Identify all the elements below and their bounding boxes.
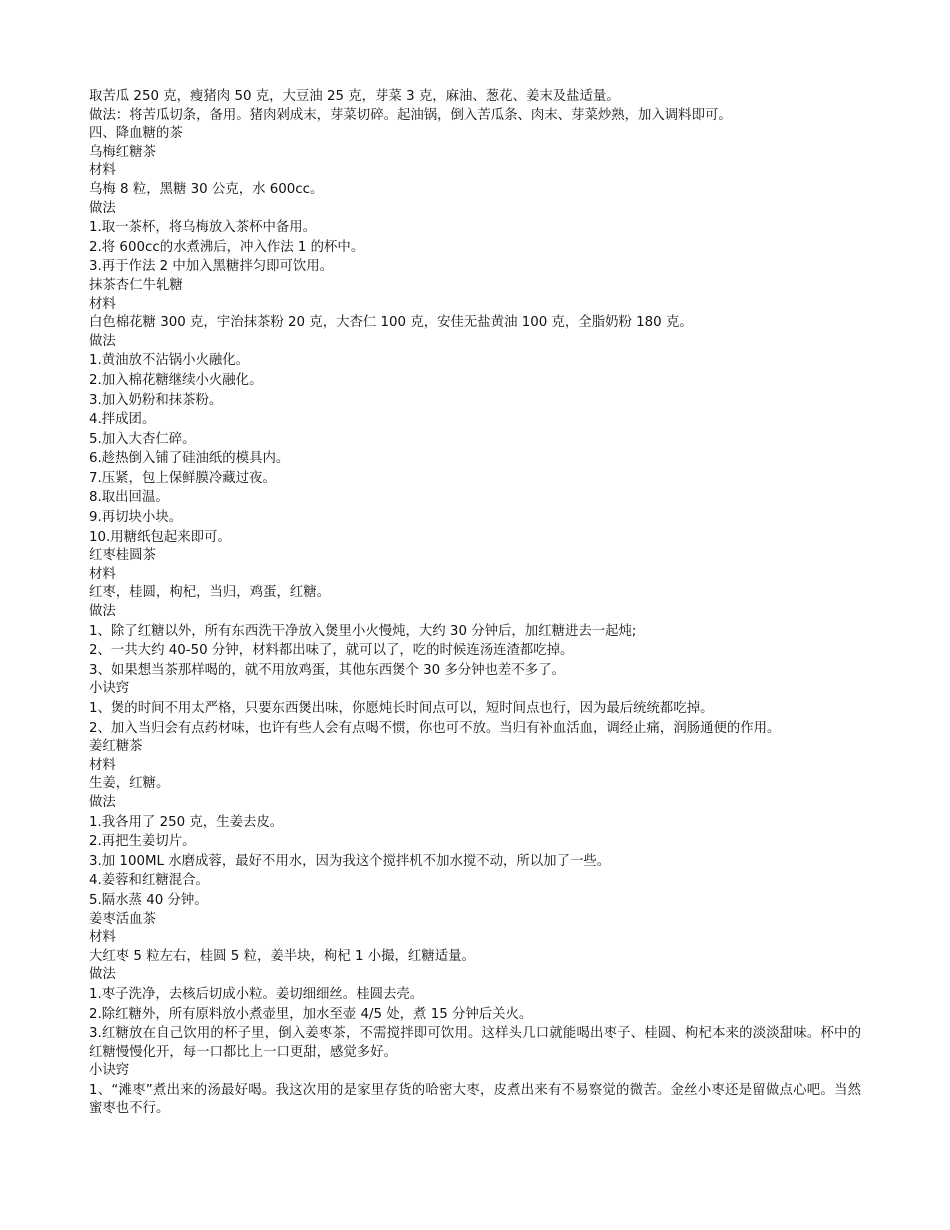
step-line: 2.将 600cc的水煮沸后，冲入作法 1 的杯中。 (89, 239, 365, 255)
step-line: 10.用糖纸包起来即可。 (89, 529, 231, 545)
recipe-title-ginger-brown-sugar-tea: 姜红糖茶 (89, 739, 143, 755)
recipe-title-ginger-jujube-tea: 姜枣活血茶 (89, 911, 156, 927)
subheading-method: 做法 (89, 333, 116, 349)
text-line-plum-ingredients: 乌梅 8 粒，黑糖 30 公克，水 600cc。 (89, 181, 324, 197)
step-line: 5.加入大杏仁碎。 (89, 431, 196, 447)
subheading-ingredients: 材料 (89, 757, 116, 773)
step-line: 2、一共大约 40-50 分钟，材料都出味了，就可以了，吃的时候连汤连渣都吃掉。 (89, 643, 574, 659)
step-line: 9.再切块小块。 (89, 510, 183, 526)
step-line: 1.我各用了 250 克，生姜去皮。 (89, 814, 284, 830)
text-line-jujube-longan-ingredients: 红枣，桂圆，枸杞，当归，鸡蛋，红糖。 (89, 585, 331, 601)
step-line: 1.枣子洗净，去核后切成小粒。姜切细细丝。桂圆去壳。 (89, 986, 424, 1002)
step-line: 7.压紧，包上保鲜膜冷藏过夜。 (89, 470, 276, 486)
step-line: 1.黄油放不沾锅小火融化。 (89, 353, 250, 369)
step-line: 1、除了红糖以外，所有东西洗干净放入煲里小火慢炖，大约 30 分钟后，加红糖进去一起炖; (89, 623, 637, 639)
subheading-ingredients: 材料 (89, 930, 116, 946)
subheading-ingredients: 材料 (89, 163, 116, 179)
recipe-title-jujube-longan-tea: 红枣桂圆茶 (89, 548, 156, 564)
step-line: 2.再把生姜切片。 (89, 834, 196, 850)
step-line: 3.加 100ML 水磨成蓉，最好不用水，因为我这个搅拌机不加水搅不动，所以加了一些。 (89, 853, 611, 869)
subheading-method: 做法 (89, 200, 116, 216)
step-line: 3.再于作法 2 中加入黑糖拌匀即可饮用。 (89, 259, 334, 275)
subheading-method: 做法 (89, 794, 116, 810)
subheading-ingredients: 材料 (89, 566, 116, 582)
step-line: 3.加入奶粉和抹茶粉。 (89, 392, 223, 408)
tip-line: 2、加入当归会有点药材味，也许有些人会有点喝不惯，你也可不放。当归有补血活血，调经止痛，润肠通便的作用。 (89, 720, 781, 736)
step-line: 2.加入棉花糖继续小火融化。 (89, 372, 263, 388)
step-line: 4.姜蓉和红糖混合。 (89, 873, 209, 889)
text-line-bitter-melon-ingredients: 取苦瓜 250 克，瘦猪肉 50 克，大豆油 25 克，芽菜 3 克，麻油、葱花、姜末及盐适量。 (89, 89, 620, 104)
subheading-tips: 小诀窍 (89, 681, 130, 697)
text-line-ginger-ingredients: 生姜，红糖。 (89, 776, 170, 792)
step-line: 5.隔水蒸 40 分钟。 (89, 892, 208, 908)
subheading-tips: 小诀窍 (89, 1063, 130, 1079)
step-line: 8.取出回温。 (89, 490, 169, 506)
step-line: 1.取一茶杯，将乌梅放入茶杯中备用。 (89, 220, 317, 236)
recipe-title-plum-brown-sugar-tea: 乌梅红糖茶 (89, 144, 156, 160)
text-line-bitter-melon-method: 做法：将苦瓜切条，备用。猪肉剁成末，芽菜切碎。起油锅，倒入苦瓜条、肉末、芽菜炒熟，加入调料即可。 (89, 107, 732, 123)
subheading-ingredients: 材料 (89, 296, 116, 312)
section-heading-blood-sugar-tea: 四、降血糖的茶 (89, 126, 183, 142)
subheading-method: 做法 (89, 604, 116, 620)
step-line: 3.红糖放在自己饮用的杯子里，倒入姜枣茶，不需搅拌即可饮用。这样头几口就能喝出枣子、桂圆、枸杞本来的淡淡甜味。杯中的红糖慢慢化开，每一口都比上一口更甜，感觉多好。 (89, 1026, 861, 1060)
tip-line: 1、煲的时间不用太严格，只要东西煲出味，你愿炖长时间点可以，短时间点也行，因为最后统统都吃掉。 (89, 701, 714, 716)
text-line-nougat-ingredients: 白色棉花糖 300 克，宇治抹茶粉 20 克，大杏仁 100 克，安佳无盐黄油 100 克，全脂奶粉 180 克。 (89, 315, 693, 331)
step-line: 2.除红糖外，所有原料放小煮壶里，加水至壶 4/5 处，煮 15 分钟后关火。 (89, 1006, 533, 1022)
recipe-title-matcha-almond-nougat: 抹茶杏仁牛轧糖 (89, 277, 183, 293)
step-line: 3、如果想当茶那样喝的，就不用放鸡蛋，其他东西煲个 30 多分钟也差不多了。 (89, 662, 565, 678)
text-line-ginger-jujube-ingredients: 大红枣 5 粒左右，桂圆 5 粒，姜半块，枸杞 1 小撮，红糖适量。 (89, 948, 475, 964)
step-line: 4.拌成团。 (89, 412, 156, 428)
tip-line: 1、“滩枣”煮出来的汤最好喝。我这次用的是家里存货的哈密大枣，皮煮出来有不易察觉的微苦。金丝小枣还是留做点心吧。当然蜜枣也不行。 (89, 1082, 861, 1117)
document-page (89, 88, 861, 1119)
step-line: 6.趁热倒入铺了硅油纸的模具内。 (89, 451, 290, 467)
subheading-method: 做法 (89, 967, 116, 983)
